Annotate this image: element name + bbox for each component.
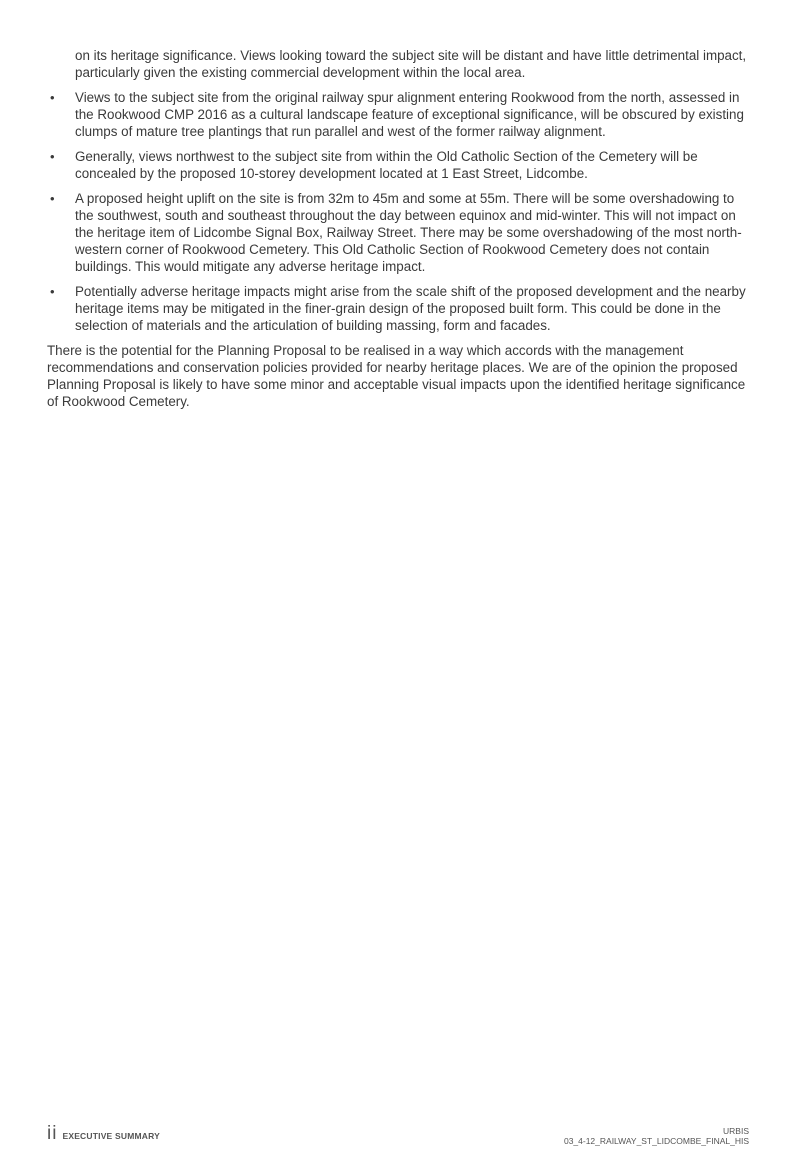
- bullet-dot-icon: •: [50, 149, 55, 164]
- bullet-dot-icon: •: [50, 90, 55, 105]
- bullet-item: [47, 148, 749, 182]
- bullet-dot-icon: •: [50, 284, 55, 299]
- bullet-item: [47, 190, 749, 275]
- page-number: ii: [47, 1123, 58, 1144]
- bullet-list: [47, 89, 749, 334]
- closing-paragraph: There is the potential for the Planning Proposal to be realised in a way which accords with the management recommendations and conservation policies provided for nearby heritage places. We are of the opinion the proposed Planning Proposal is likely to have some minor and acceptable visual impacts upon the identified heritage significance of Rookwood Cemetery.: [47, 343, 746, 409]
- section-label: EXECUTIVE SUMMARY: [62, 1131, 160, 1141]
- bullet-item: [47, 283, 749, 334]
- document-code: 03_4-12_RAILWAY_ST_LIDCOMBE_FINAL_HIS: [563, 1136, 749, 1146]
- bullet-text: A proposed height uplift on the site is from 32m to 45m and some at 55m. There will be some overshadowing to the southwest, south and southeast throughout the day between equinox and mid-winter. This will not impact on the heritage item of Lidcombe Signal Box, Railway Street. There may be some overshadowing of the most north-western corner of Rookwood Cemetery. This Old Catholic Section of Rookwood Cemetery does not contain buildings. This would mitigate any adverse heritage impact.: [75, 191, 742, 274]
- page-content: [47, 47, 749, 410]
- company-name: URBIS: [723, 1126, 749, 1136]
- bullet-dot-icon: •: [50, 191, 55, 206]
- footer-left: [47, 1124, 160, 1143]
- bullet-item: [47, 89, 749, 140]
- bullet-text: Potentially adverse heritage impacts might arise from the scale shift of the proposed development and the nearby heritage items may be mitigated in the finer-grain design of the proposed built form. This could be done in the selection of materials and the articulation of building massing, form and facades.: [75, 284, 746, 333]
- footer-right: [564, 1126, 749, 1146]
- bullet-text: Generally, views northwest to the subject site from within the Old Catholic Section of the Cemetery will be concealed by the proposed 10-storey development located at 1 East Street, Lidcombe.: [75, 149, 698, 181]
- continuation-paragraph: on its heritage significance. Views looking toward the subject site will be distant and have little detrimental impact, particularly given the existing commercial development within the local area.: [75, 48, 747, 80]
- bullet-text: Views to the subject site from the original railway spur alignment entering Rookwood from the north, assessed in the Rookwood CMP 2016 as a cultural landscape feature of exceptional significance, will be obscured by existing clumps of mature tree plantings that run parallel and west of the former railway alignment.: [75, 90, 744, 139]
